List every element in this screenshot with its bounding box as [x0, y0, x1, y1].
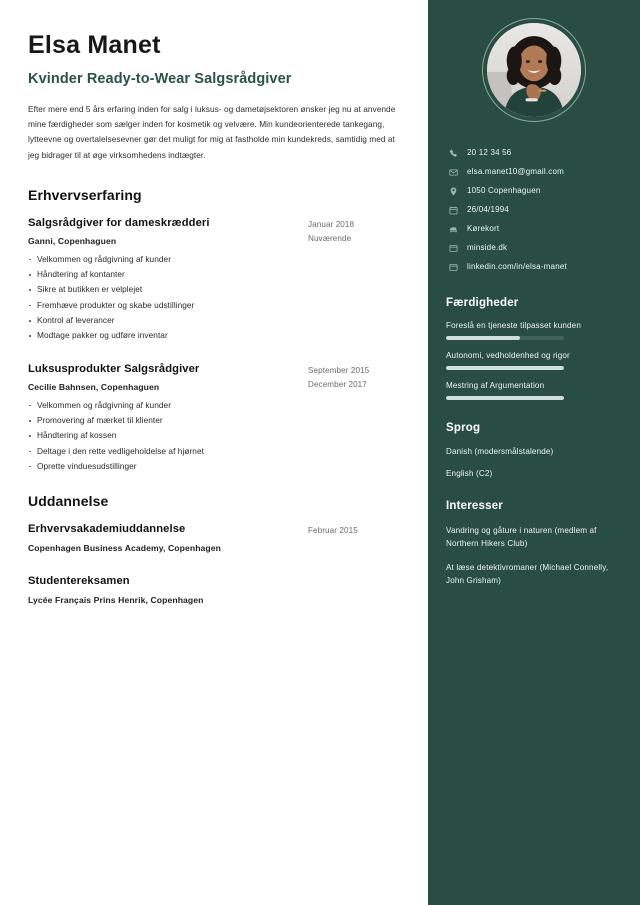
interests-section — [446, 500, 622, 587]
list-item: Håndtering af kossen — [28, 431, 298, 446]
language-item: English (C2) — [446, 468, 493, 478]
contact-value: 20 12 34 56 — [467, 148, 512, 158]
experience-date-start: September 2015 — [308, 365, 370, 375]
experience-role: Luksusprodukter Salgsrådgiver — [28, 362, 200, 375]
experience-entry — [28, 217, 400, 347]
list-item: Velkommen og rådgivning af kunder — [28, 255, 298, 270]
contact-value: Kørekort — [467, 224, 500, 234]
education-degree: Erhvervsakademiuddannelse — [28, 523, 186, 536]
list-item: Fremhæve produkter og skabe udstillinger — [28, 301, 298, 316]
experience-date-start: Januar 2018 — [308, 219, 355, 229]
experience-role: Salgsrådgiver for dameskrædderi — [28, 216, 210, 229]
phone-icon — [448, 148, 459, 159]
skills-section-title: Færdigheder — [446, 297, 519, 309]
education-entry — [28, 575, 400, 605]
contact-item-birthdate[interactable] — [446, 201, 622, 220]
education-date-value: Februar 2015 — [308, 526, 358, 536]
experience-bullet-list — [28, 255, 298, 347]
education-date — [308, 523, 400, 538]
calendar-icon — [448, 205, 459, 216]
list-item: Kontrol af leverancer — [28, 316, 298, 331]
skill-label: Autonomi, vedholdenhed og rigor — [446, 351, 570, 360]
avatar — [482, 18, 586, 122]
experience-date-range — [308, 217, 400, 246]
profile-summary: Efter mere end 5 års erfaring inden for salg i luksus- og dametøjsektoren ønsker jeg nu at anvende mine færdigheder som sælger inden for kosmetik og velvære. Min kundeorienterede tankegang, lytteevne og overtalelsesevner gør det muligt for mig at fastholde min kundekreds, samtidig med at jeg bidrager til at øge virksomhedens indtægter. — [28, 103, 396, 160]
envelope-icon — [448, 167, 459, 178]
education-school: Lycée Français Prins Henrik, Copenhagen — [28, 595, 204, 606]
experience-section — [28, 187, 400, 477]
contact-list — [446, 144, 622, 277]
sidebar — [428, 0, 640, 905]
skill-label: Foreslå en tjeneste tilpasset kunden — [446, 321, 581, 330]
contact-value: 1050 Copenhaguen — [467, 186, 541, 196]
car-icon — [448, 224, 459, 235]
list-item: Modtage pakker og udføre inventar — [28, 331, 298, 346]
contact-item-email[interactable] — [446, 163, 622, 182]
globe-icon — [448, 243, 459, 254]
education-section — [28, 493, 400, 605]
education-entry — [28, 523, 400, 553]
experience-date-end: December 2017 — [308, 379, 367, 389]
avatar-image — [487, 23, 581, 117]
experience-date-end: Nuværende — [308, 234, 352, 244]
list-item: Oprette vinduesudstillinger — [28, 462, 298, 477]
contact-item-phone[interactable] — [446, 144, 622, 163]
education-date — [308, 575, 400, 576]
experience-entry — [28, 363, 400, 477]
experience-organization: Ganni, Copenhaguen — [28, 235, 117, 246]
contact-item-license[interactable] — [446, 220, 622, 239]
skill-bar-fill — [446, 336, 520, 340]
linkedin-icon — [448, 262, 459, 273]
skill-bar-track — [446, 366, 564, 370]
education-degree: Studentereksamen — [28, 575, 130, 588]
education-entry-body — [28, 575, 308, 605]
location-icon — [448, 186, 459, 197]
skill-item — [446, 351, 622, 370]
languages-section — [446, 422, 622, 480]
contact-value: elsa.manet10@gmail.com — [467, 167, 565, 177]
list-item: Promovering af mærket til klienter — [28, 416, 298, 431]
job-headline: Kvinder Ready-to-Wear Salgsrådgiver — [28, 70, 292, 87]
skill-bar-track — [446, 336, 564, 340]
interest-item: At læse detektivromaner (Michael Connelly, John Grisham) — [446, 562, 609, 586]
skill-label: Mestring af Argumentation — [446, 381, 545, 390]
list-item: Sikre at butikken er velplejet — [28, 285, 298, 300]
list-item: Velkommen og rådgivning af kunder — [28, 401, 298, 416]
skill-bar-track — [446, 396, 564, 400]
education-school: Copenhagen Business Academy, Copenhagen — [28, 543, 221, 554]
education-section-title: Uddannelse — [28, 493, 109, 510]
experience-entry-body — [28, 217, 308, 347]
experience-organization: Cecilie Bahnsen, Copenhaguen — [28, 381, 160, 392]
page-title: Elsa Manet — [28, 31, 161, 59]
skill-bar-fill — [446, 366, 564, 370]
experience-section-title: Erhvervserfaring — [28, 186, 142, 203]
skill-item — [446, 321, 622, 340]
experience-date-range — [308, 363, 400, 392]
contact-item-linkedin[interactable] — [446, 258, 622, 277]
skill-bar-fill — [446, 396, 564, 400]
interests-section-title: Interesser — [446, 500, 503, 513]
contact-value: linkedin.com/in/elsa-manet — [467, 262, 567, 272]
experience-entry-body — [28, 363, 308, 477]
interest-item: Vandring og gåture i naturen (medlem af Northern Hikers Club) — [446, 526, 597, 549]
contact-item-location[interactable] — [446, 182, 622, 201]
contact-value: 26/04/1994 — [467, 205, 510, 215]
experience-bullet-list — [28, 401, 298, 477]
skills-section — [446, 297, 622, 400]
skill-item — [446, 381, 622, 400]
list-item: Håndtering af kontanter — [28, 270, 298, 285]
contact-item-website[interactable] — [446, 239, 622, 258]
list-item: Deltage i den rette vedligeholdelse af hjørnet — [28, 447, 298, 462]
languages-section-title: Sprog — [446, 422, 481, 434]
education-entry-body — [28, 523, 308, 553]
language-item: Danish (modersmålstalende) — [446, 447, 554, 456]
contact-value: minside.dk — [467, 243, 508, 253]
